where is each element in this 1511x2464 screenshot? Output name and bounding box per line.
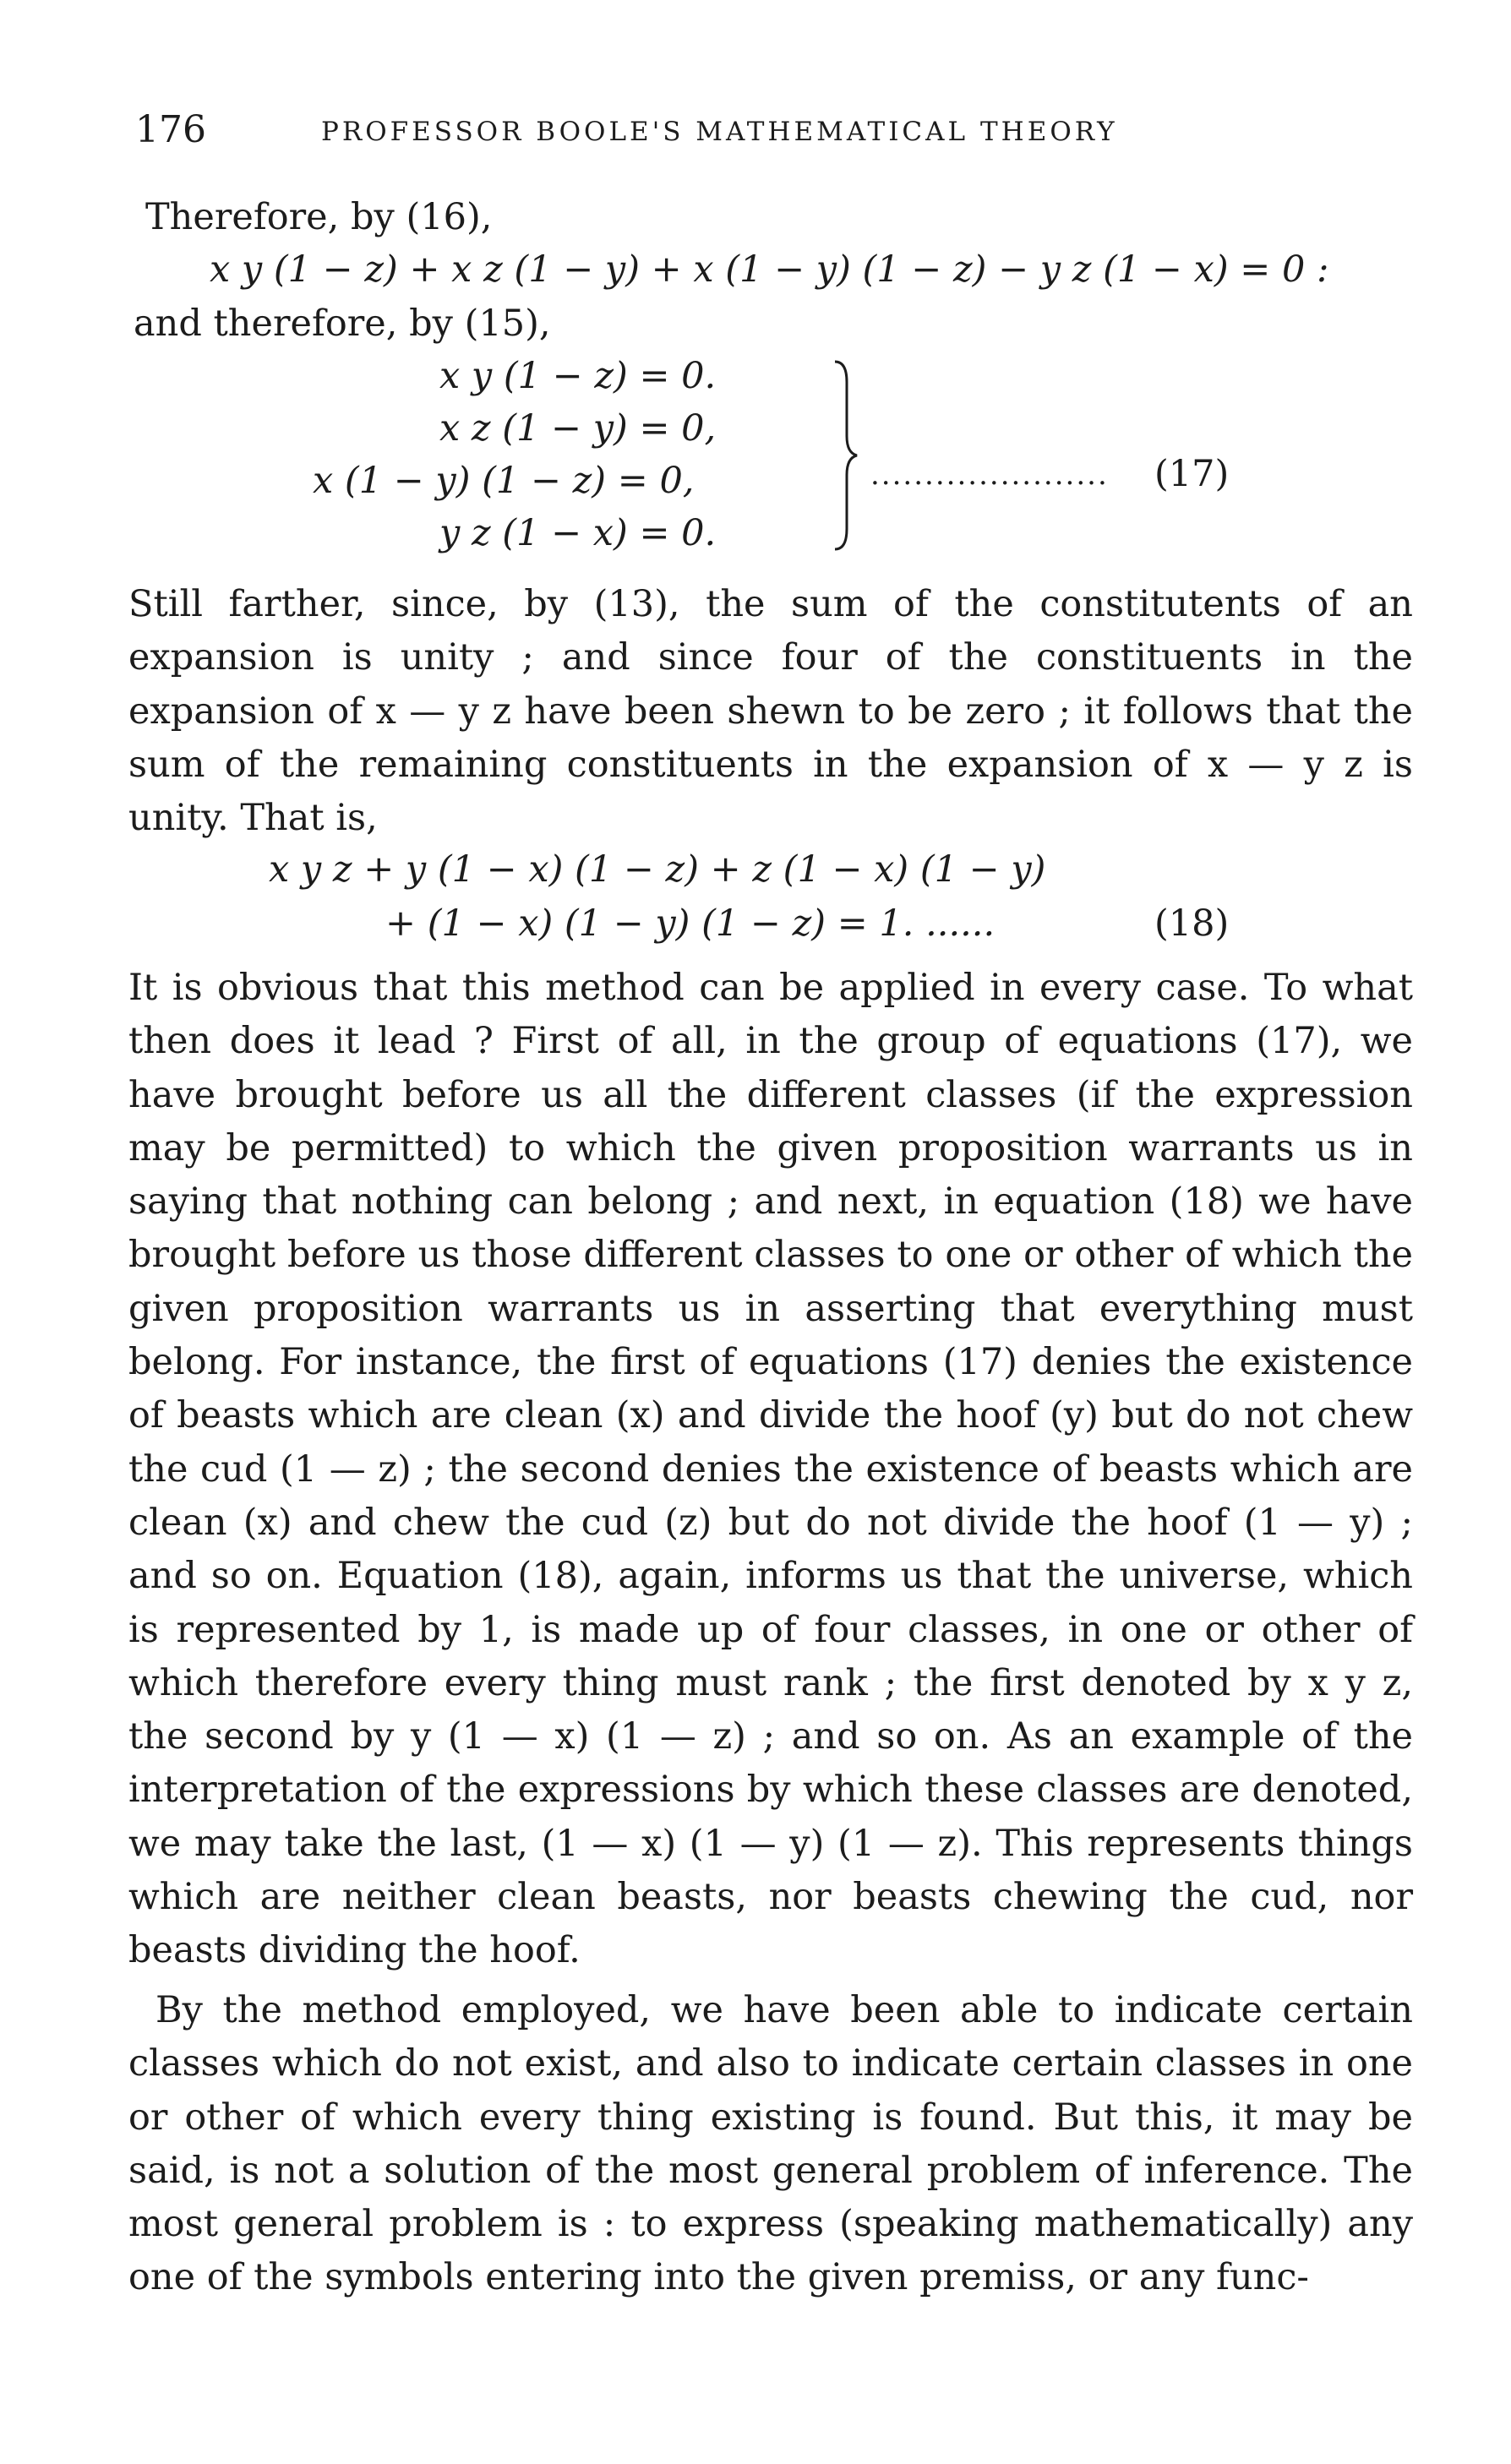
- equation-16-substitution: x y (1 − z) + x z (1 − y) + x (1 − y) (1 − z) − y z (1 − x) = 0 :: [210, 248, 1329, 291]
- running-title: PROFESSOR BOOLE'S MATHEMATICAL THEORY: [321, 117, 1118, 147]
- equation-number-17: (17): [1154, 453, 1230, 495]
- paragraph: [128, 578, 1413, 845]
- page-header: [135, 108, 1403, 150]
- equation-18-line1: x y z + y (1 − x) (1 − z) + z (1 − x) (1 − y): [269, 848, 1046, 891]
- paragraph-text: By the method employed, we have been able to indicate certain classes which do not exist, and also to indicate certain classes in one or other of which every thing existing is found. But this, it may be said, is not a solution of the most general problem of inference. The most general problem is : to express (speaking mathematically) any one of the symbols entering into the given premiss, or any func-: [128, 1989, 1413, 2299]
- paragraph: [128, 1984, 1413, 2305]
- intro-line: and therefore, by (15),: [134, 303, 551, 345]
- equation-17c: x (1 − y) (1 − z) = 0,: [313, 460, 695, 502]
- equation-17d: y z (1 − x) = 0.: [439, 512, 717, 554]
- paragraph: [128, 962, 1413, 1978]
- right-brace-icon: [832, 358, 865, 553]
- leader-dots: ......................: [870, 458, 1109, 492]
- equation-17b: x z (1 − y) = 0,: [439, 407, 717, 450]
- equation-18-line2: + (1 − x) (1 − y) (1 − z) = 1. ......: [385, 902, 996, 945]
- page-number: 176: [135, 108, 206, 151]
- intro-line: Therefore, by (16),: [145, 196, 493, 238]
- equation-number-18: (18): [1154, 902, 1230, 945]
- paragraph-text: Still farther, since, by (13), the sum of the constitutents of an expansion is unity ; and since four of the constituents in the expansion of x — y z have been shewn to be zero ; it follows that the sum of the remaining constituents in the expansion of x — y z is unity. That is,: [128, 583, 1413, 840]
- paragraph-text: It is obvious that this method can be applied in every case. To what then does it lead ? First of all, in the group of equations (17), we have brought before us all the different classes (if the expression may be permitted) to which the given proposition warrants us in saying that nothing can belong ; and next, in equation (18) we have brought before us those different classes to one or other of which the given proposition warrants us in asserting that everything must belong. For instance, the first of equations (17) denies the existence of beasts which are clean (x) and divide the hoof (y) but do not chew the cud (1 — z) ; the second denies the existence of beasts which are clean (x) and chew the cud (z) but do not divide the hoof (1 — y) ; and so on. Equation (18), again, informs us that the universe, which is represented by 1, is made up of four classes, in one or other of which therefore every thing must rank ; the first denoted by x y z, the second by y (1 — x) (1 — z) ; and so on. As an example of the interpretation of the expressions by which these classes are denoted, we may take the last, (1 — x) (1 — y) (1 — z). This represents things which are neither clean beasts, nor beasts chewing the cud, nor beasts dividing the hoof.: [128, 967, 1413, 1972]
- equation-17a: x y (1 − z) = 0.: [439, 355, 717, 397]
